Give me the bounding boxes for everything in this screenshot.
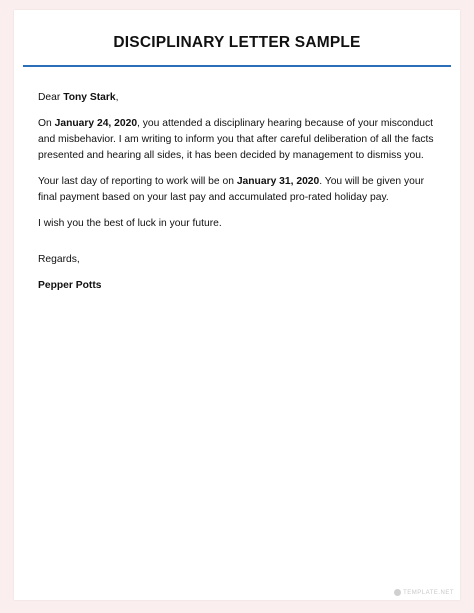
paragraph-last-day (38, 174, 438, 206)
signature-name: Pepper Potts (38, 280, 102, 291)
recipient-name: Tony Stark (63, 92, 116, 103)
salutation-prefix: Dear (38, 92, 64, 103)
title-divider (23, 65, 451, 67)
letter-title: DISCIPLINARY LETTER SAMPLE (113, 34, 361, 51)
watermark-text: TEMPLATE.NET (403, 589, 454, 596)
salutation (38, 90, 438, 106)
closing: Regards, (38, 254, 80, 265)
letter-body (38, 90, 438, 304)
para1-rest: , you attended a disciplinary hearing because of your misconduct and misbehavior. I am writing to inform you that after careful deliberation of all the facts presented and hearing all sides, it has been decided by management to dismiss you. (38, 118, 434, 161)
template-logo-icon (394, 589, 401, 596)
last-day-date: January 31, 2020 (236, 176, 320, 187)
para2-rest: . You will be given your final payment based on your last pay and accumulated pro-rated holiday pay. (38, 176, 425, 203)
template-watermark (394, 589, 454, 596)
letter-page (14, 10, 460, 600)
salutation-suffix: , (115, 92, 119, 103)
paragraph-hearing (38, 116, 438, 164)
para2-prefix: Your last day of reporting to work will be on (38, 176, 237, 187)
paragraph-wishes: I wish you the best of luck in your future. (38, 218, 222, 229)
hearing-date: January 24, 2020 (54, 118, 138, 129)
para1-prefix: On (38, 118, 55, 129)
